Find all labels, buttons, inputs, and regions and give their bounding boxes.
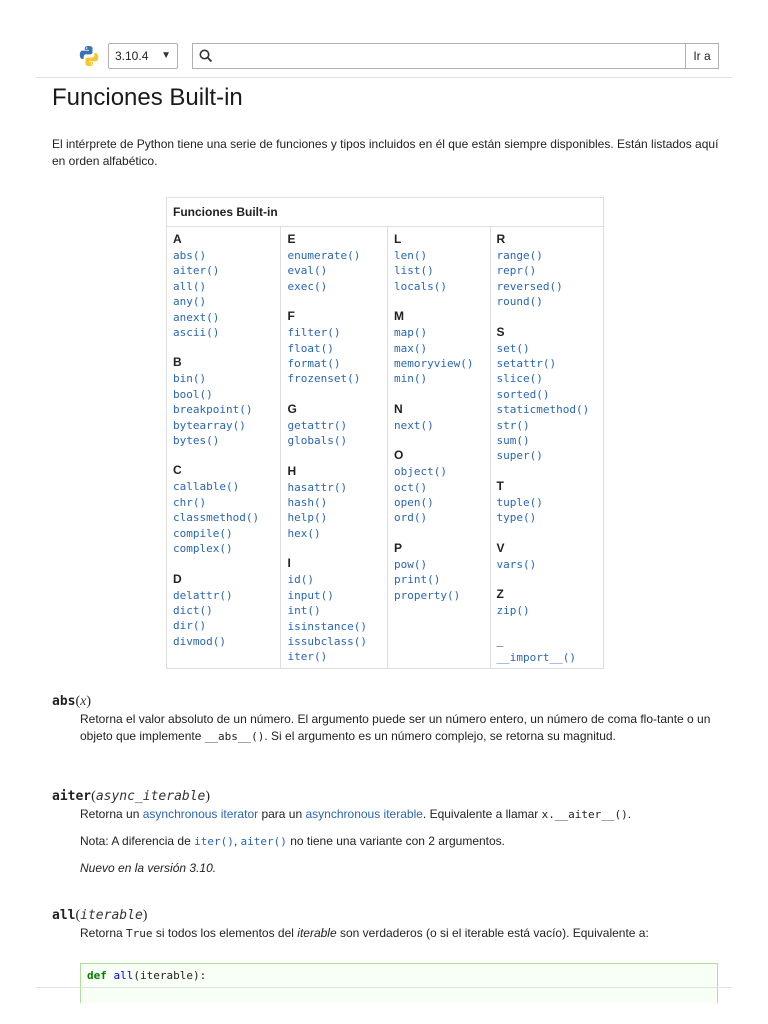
letter-heading: I bbox=[287, 556, 291, 571]
function-link[interactable]: all() bbox=[173, 279, 207, 293]
abs-description: Retorna el valor absoluto de un número. El argumento puede ser un número entero, un número de coma flo-tante o un objeto que implemente __abs__(). Si el argumento es un número complejo, se retorna su magnitud. bbox=[80, 712, 711, 743]
all-description: Retorna True si todos los elementos del iterable son verdaderos (o si el iterable está vacío). Equivalente a: bbox=[80, 926, 649, 940]
parameter: async_iterable bbox=[95, 789, 206, 804]
function-link[interactable]: eval() bbox=[287, 264, 328, 278]
table-column bbox=[167, 227, 280, 669]
search-icon bbox=[198, 48, 214, 64]
function-link[interactable]: chr() bbox=[173, 495, 207, 509]
letter-heading: O bbox=[393, 448, 404, 463]
aiter-signature: aiter(async_iterable) bbox=[52, 789, 211, 804]
search-input[interactable] bbox=[217, 45, 681, 69]
iter-link[interactable]: iter() bbox=[194, 835, 234, 848]
function-link[interactable]: sum() bbox=[496, 434, 530, 448]
function-link[interactable]: tuple() bbox=[496, 495, 543, 509]
letter-heading: T bbox=[496, 478, 504, 493]
function-link[interactable]: vars() bbox=[496, 557, 537, 571]
letter-group bbox=[173, 462, 280, 556]
function-link[interactable]: memoryview() bbox=[393, 357, 474, 371]
letter-group bbox=[497, 540, 603, 572]
letter-heading: C bbox=[173, 463, 182, 478]
parameter: iterable bbox=[80, 908, 143, 923]
function-link[interactable]: object() bbox=[393, 465, 447, 479]
function-link[interactable]: set() bbox=[496, 341, 530, 355]
function-link[interactable]: super() bbox=[496, 449, 543, 463]
letter-group bbox=[394, 231, 490, 294]
letter-heading: E bbox=[287, 232, 296, 246]
function-link[interactable]: float() bbox=[287, 341, 334, 355]
letter-heading: A bbox=[173, 232, 182, 246]
letter-heading: P bbox=[393, 540, 402, 555]
table-column bbox=[490, 227, 603, 669]
aiter-note: Nota: A diferencia de iter(), aiter() no tiene una variante con 2 argumentos. bbox=[80, 834, 506, 848]
function-name[interactable]: aiter bbox=[52, 789, 92, 804]
function-link[interactable]: globals() bbox=[287, 434, 348, 448]
letter-group bbox=[287, 308, 387, 387]
function-name[interactable]: abs bbox=[52, 694, 76, 709]
function-link[interactable]: issubclass() bbox=[287, 634, 367, 648]
inline-code: True bbox=[126, 927, 153, 940]
function-link[interactable]: repr() bbox=[496, 264, 537, 278]
function-link[interactable]: __import__() bbox=[496, 650, 576, 664]
letter-heading: L bbox=[393, 232, 402, 246]
letter-heading: H bbox=[287, 463, 297, 478]
function-link[interactable]: bool() bbox=[173, 387, 213, 401]
code-example: def all(iterable): bbox=[80, 963, 718, 1003]
aiter-link[interactable]: aiter() bbox=[240, 835, 287, 848]
function-link[interactable]: hex() bbox=[287, 526, 321, 540]
function-link[interactable]: ord() bbox=[393, 511, 428, 525]
function-link[interactable]: list() bbox=[393, 264, 434, 278]
aiter-description: Retorna un asynchronous iterator para un asynchronous iterable. Equivalente a llamar x.__aiter__(). Nota: A diferencia de iter(), aiter() no tiene una variante con 2 argumentos. Nuevo en la versión 3.10. bbox=[80, 806, 720, 877]
function-link[interactable]: breakpoint() bbox=[173, 403, 253, 417]
function-link[interactable]: pow() bbox=[393, 557, 428, 571]
function-link[interactable]: reversed() bbox=[496, 279, 563, 293]
function-link[interactable]: oct() bbox=[393, 480, 428, 494]
letter-heading: M bbox=[393, 309, 404, 324]
inline-code: __abs__() bbox=[204, 730, 265, 743]
function-link[interactable]: hasattr() bbox=[287, 480, 348, 494]
letter-group bbox=[173, 571, 280, 650]
function-link[interactable]: len() bbox=[393, 249, 428, 262]
all-definition bbox=[52, 906, 732, 952]
function-link[interactable]: print() bbox=[393, 573, 441, 587]
inline-code: x.__aiter__() bbox=[541, 808, 628, 821]
python-logo-icon[interactable] bbox=[78, 45, 100, 67]
function-link[interactable]: callable() bbox=[173, 480, 240, 494]
function-link[interactable]: setattr() bbox=[496, 357, 557, 371]
function-link[interactable]: delattr() bbox=[173, 588, 233, 602]
function-link[interactable]: map() bbox=[393, 326, 428, 340]
function-link[interactable]: round() bbox=[496, 295, 543, 309]
function-link[interactable]: locals() bbox=[393, 279, 447, 293]
function-link[interactable]: slice() bbox=[496, 372, 543, 386]
function-link[interactable]: frozenset() bbox=[287, 372, 361, 386]
abs-signature: abs(x) bbox=[52, 694, 92, 709]
letter-heading: N bbox=[393, 401, 403, 416]
letter-heading: R bbox=[496, 232, 506, 246]
table-columns bbox=[167, 227, 603, 669]
letter-group bbox=[394, 447, 490, 526]
letter-group bbox=[173, 231, 280, 340]
function-link[interactable]: id() bbox=[287, 573, 314, 587]
function-link[interactable]: range() bbox=[496, 249, 543, 262]
function-link[interactable]: iter() bbox=[287, 650, 328, 664]
letter-group bbox=[394, 401, 490, 433]
function-link[interactable]: complex() bbox=[173, 542, 233, 556]
function-link[interactable]: format() bbox=[287, 357, 341, 371]
function-link[interactable]: help() bbox=[287, 511, 328, 525]
function-link[interactable]: bin() bbox=[173, 372, 207, 386]
all-signature: all(iterable) bbox=[52, 908, 148, 923]
function-link[interactable]: divmod() bbox=[173, 634, 226, 648]
function-link[interactable]: filter() bbox=[287, 326, 341, 340]
letter-heading: Z bbox=[496, 587, 504, 602]
function-link[interactable]: abs() bbox=[173, 249, 207, 262]
function-link[interactable]: classmethod() bbox=[173, 511, 260, 525]
table-header: Funciones Built-in bbox=[167, 198, 603, 227]
function-link[interactable]: hash() bbox=[287, 496, 328, 510]
function-link[interactable]: isinstance() bbox=[287, 619, 367, 633]
letter-heading: F bbox=[287, 309, 295, 324]
asynchronous-iterator-link[interactable]: asynchronous iterator bbox=[142, 807, 259, 821]
letter-group bbox=[287, 231, 387, 294]
asynchronous-iterable-link[interactable]: asynchronous iterable bbox=[305, 807, 423, 821]
function-link[interactable]: exec() bbox=[287, 279, 328, 293]
function-link[interactable]: property() bbox=[393, 588, 461, 602]
function-link[interactable]: str() bbox=[496, 418, 530, 432]
letter-group bbox=[287, 463, 387, 542]
page-title: Funciones Built-in bbox=[52, 84, 243, 111]
function-link[interactable]: min() bbox=[393, 372, 428, 386]
search-box bbox=[192, 43, 719, 69]
function-link[interactable]: sorted() bbox=[496, 387, 550, 401]
function-link[interactable]: max() bbox=[393, 341, 428, 355]
version-added-note: Nuevo en la versión 3.10. bbox=[80, 861, 217, 875]
letter-group bbox=[497, 324, 603, 464]
function-link[interactable]: getattr() bbox=[287, 418, 348, 432]
table-column bbox=[387, 227, 490, 669]
function-link[interactable]: bytearray() bbox=[173, 418, 246, 432]
letter-heading: G bbox=[287, 401, 297, 416]
dropdown-arrow-icon: ▼ bbox=[161, 50, 171, 61]
letter-heading: _ bbox=[496, 633, 504, 648]
letter-group bbox=[394, 540, 490, 603]
function-link[interactable]: type() bbox=[496, 511, 537, 525]
parameter: x bbox=[80, 694, 87, 709]
aiter-definition bbox=[52, 787, 732, 887]
function-link[interactable]: dir() bbox=[173, 619, 207, 633]
function-link[interactable]: int() bbox=[287, 604, 321, 618]
intro-text: El intérprete de Python tiene una serie de funciones y tipos incluidos en él que están siempre disponibles. Están listados aquí en orden alfabético. bbox=[52, 137, 719, 168]
letter-group bbox=[394, 308, 490, 387]
function-link[interactable]: compile() bbox=[173, 526, 233, 540]
divider bbox=[36, 77, 732, 78]
function-name[interactable]: all bbox=[52, 908, 76, 923]
function-link[interactable]: aiter() bbox=[173, 264, 220, 278]
top-bar bbox=[0, 0, 768, 78]
letter-group bbox=[497, 478, 603, 526]
letter-heading: D bbox=[173, 571, 182, 586]
letter-group bbox=[497, 633, 603, 665]
letter-group bbox=[497, 586, 603, 618]
version-value: 3.10.4 bbox=[115, 49, 149, 63]
function-link[interactable]: zip() bbox=[496, 604, 530, 618]
letter-heading: S bbox=[496, 324, 505, 339]
letter-group bbox=[287, 401, 387, 449]
function-link[interactable]: input() bbox=[287, 588, 334, 602]
divider bbox=[36, 987, 732, 988]
function-link[interactable]: staticmethod() bbox=[496, 403, 590, 417]
function-link[interactable]: ascii() bbox=[173, 326, 220, 340]
letter-group bbox=[173, 354, 280, 448]
version-select[interactable] bbox=[108, 43, 178, 69]
letter-group bbox=[287, 555, 387, 664]
abs-definition bbox=[52, 692, 732, 755]
function-link[interactable]: any() bbox=[173, 295, 207, 309]
table-column bbox=[280, 227, 387, 669]
function-link[interactable]: enumerate() bbox=[287, 249, 361, 262]
builtin-functions-table bbox=[166, 197, 604, 669]
function-link[interactable]: dict() bbox=[173, 603, 213, 617]
function-link[interactable]: next() bbox=[393, 418, 434, 432]
go-button[interactable]: Ir a bbox=[685, 44, 718, 68]
letter-heading: B bbox=[173, 355, 182, 370]
function-link[interactable]: anext() bbox=[173, 310, 220, 324]
letter-group bbox=[497, 231, 603, 310]
letter-heading: V bbox=[496, 540, 505, 555]
function-link[interactable]: bytes() bbox=[173, 434, 220, 448]
function-link[interactable]: open() bbox=[393, 496, 434, 510]
